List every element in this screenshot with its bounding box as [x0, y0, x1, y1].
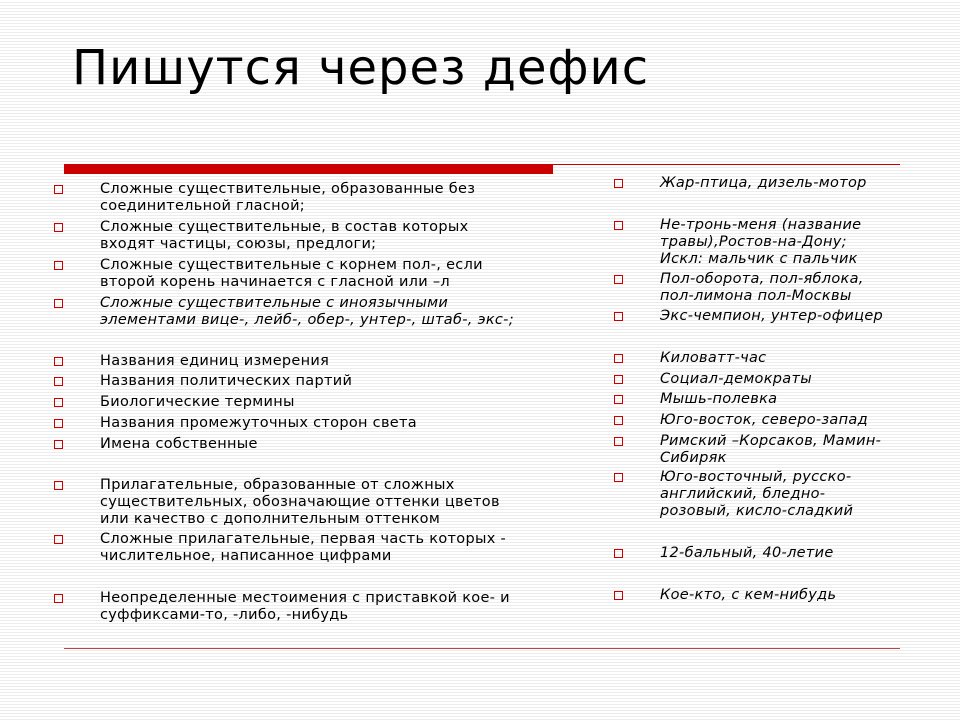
- list-item: [660, 175, 935, 192]
- list-item: [660, 412, 935, 429]
- square-bullet-icon: [614, 549, 623, 558]
- example-text: Пол-оборота, пол-яблока, пол-лимона пол-Москвы: [660, 271, 864, 304]
- list-item: [100, 219, 570, 253]
- example-text: Кое-кто, с кем-нибудь: [660, 587, 837, 603]
- square-bullet-icon: [54, 594, 63, 603]
- square-bullet-icon: [54, 398, 63, 407]
- square-bullet-icon: [614, 395, 623, 404]
- rule-text: Названия политических партий: [100, 373, 353, 389]
- list-item: [660, 217, 935, 268]
- square-bullet-icon: [54, 357, 63, 366]
- page-title: Пишутся через дефис: [72, 40, 650, 96]
- square-bullet-icon: [54, 299, 63, 308]
- square-bullet-icon: [614, 312, 623, 321]
- square-bullet-icon: [54, 261, 63, 270]
- square-bullet-icon: [614, 354, 623, 363]
- example-text: Жар-птица, дизель-мотор: [660, 175, 867, 191]
- list-item: [100, 295, 570, 329]
- rule-text: Неопределенные местоимения с приставкой кое- и суффиксами-то, -либо, -нибудь: [100, 590, 510, 623]
- list-item: [660, 545, 935, 562]
- square-bullet-icon: [614, 473, 623, 482]
- square-bullet-icon: [614, 437, 623, 446]
- rule-text: Сложные существительные, образованные без соединительной гласной;: [100, 181, 476, 214]
- square-bullet-icon: [614, 179, 623, 188]
- list-item: [100, 531, 570, 565]
- title-underline-line: [553, 164, 900, 165]
- list-item: [100, 373, 570, 390]
- list-item: [100, 181, 570, 215]
- bottom-divider: [64, 648, 900, 649]
- list-item: [660, 433, 935, 467]
- square-bullet-icon: [614, 416, 623, 425]
- rule-text: Сложные существительные с корнем пол-, если второй корень начинается с гласной или –л: [100, 257, 483, 290]
- list-item: [660, 469, 935, 520]
- rule-text: Названия единиц измерения: [100, 353, 330, 369]
- square-bullet-icon: [54, 185, 63, 194]
- square-bullet-icon: [614, 275, 623, 284]
- rule-text: Сложные существительные с иноязычными элементами вице-, лейб-, обер-, унтер-, штаб-, экс-;: [100, 295, 514, 328]
- rule-text: Биологические термины: [100, 394, 295, 410]
- rule-text: Названия промежуточных сторон света: [100, 415, 417, 431]
- list-item: [660, 350, 935, 367]
- example-text: Римский –Корсаков, Мамин- Сибиряк: [660, 433, 882, 466]
- list-item: [660, 308, 935, 325]
- example-text: Социал-демократы: [660, 371, 812, 387]
- title-underline-bar: [64, 164, 553, 174]
- square-bullet-icon: [614, 221, 623, 230]
- list-item: [660, 371, 935, 388]
- example-text: Юго-восточный, русско- английский, бледно- розовый, кисло-сладкий: [660, 469, 854, 519]
- example-text: Киловатт-час: [660, 350, 767, 366]
- example-text: Экс-чемпион, унтер-офицер: [660, 308, 884, 324]
- list-item: [100, 257, 570, 291]
- example-text: Юго-восток, северо-запад: [660, 412, 868, 428]
- square-bullet-icon: [54, 223, 63, 232]
- list-item: [100, 415, 570, 432]
- example-text: Не-тронь-меня (название травы),Ростов-на-Дону; Искл: мальчик с пальчик: [660, 217, 862, 267]
- example-text: Мышь-полевка: [660, 391, 778, 407]
- list-item: [100, 436, 570, 453]
- rule-text: Имена собственные: [100, 436, 258, 452]
- list-item: [100, 590, 570, 624]
- square-bullet-icon: [54, 481, 63, 490]
- square-bullet-icon: [54, 535, 63, 544]
- rule-text: Прилагательные, образованные от сложных существительных, обозначающие оттенки цветов или качество с дополнительным оттенком: [100, 477, 500, 527]
- square-bullet-icon: [54, 440, 63, 449]
- list-item: [100, 394, 570, 411]
- square-bullet-icon: [54, 419, 63, 428]
- example-text: 12-бальный, 40-летие: [660, 545, 834, 561]
- list-item: [660, 587, 935, 604]
- list-item: [100, 477, 570, 528]
- square-bullet-icon: [54, 377, 63, 386]
- square-bullet-icon: [614, 375, 623, 384]
- rule-text: Сложные существительные, в состав которых входят частицы, союзы, предлоги;: [100, 219, 469, 252]
- square-bullet-icon: [614, 591, 623, 600]
- rule-text: Сложные прилагательные, первая часть которых - числительное, написанное цифрами: [100, 531, 507, 564]
- list-item: [100, 353, 570, 370]
- list-item: [660, 391, 935, 408]
- list-item: [660, 271, 935, 305]
